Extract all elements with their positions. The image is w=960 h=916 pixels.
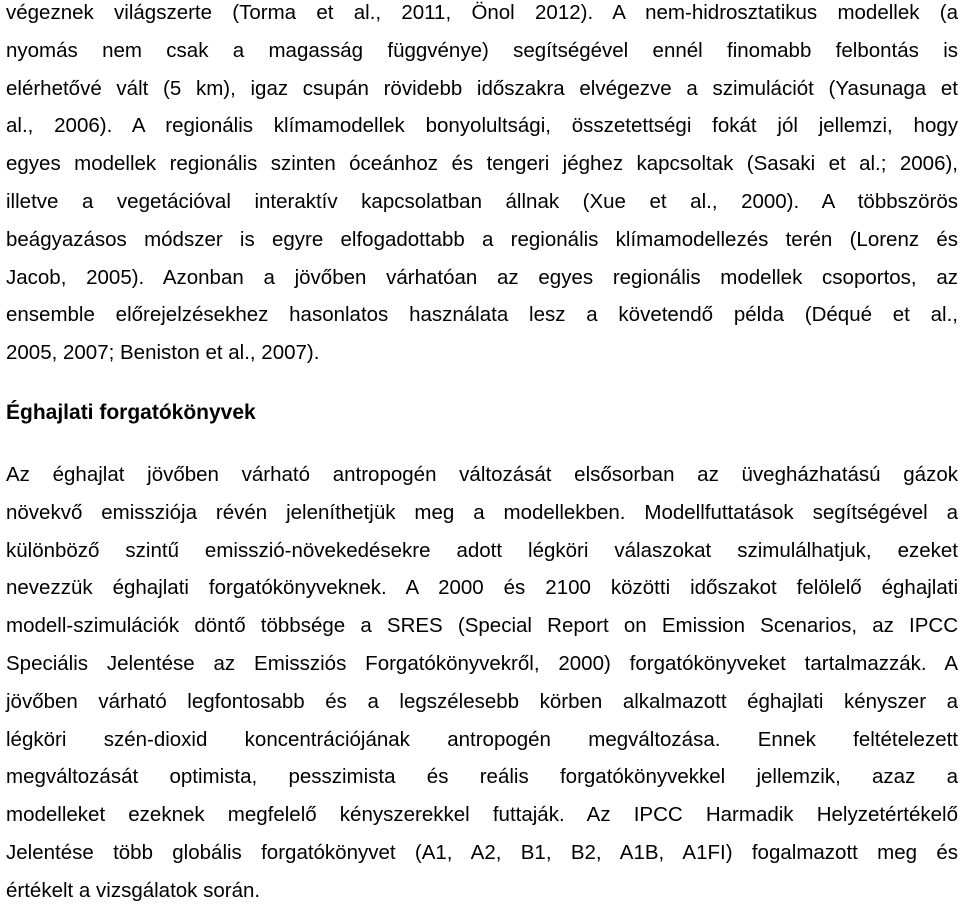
body-paragraph-2 [6, 456, 958, 910]
text-line: modell-szimulációk döntő többsége a SRES (Special Report on Emission Scenarios, az IPCC [6, 614, 958, 638]
text-line: Az éghajlat jövőben várható antropogén változását elsősorban az üvegházhatású gázok [6, 462, 958, 486]
text-line: végeznek világszerte (Torma et al., 2011, Önol 2012). A nem-hidrosztatikus modellek (a [6, 1, 958, 24]
text-line: egyes modellek regionális szinten óceánhoz és tengeri jéghez kapcsoltak (Sasaki et al.; 2006), [6, 152, 958, 176]
text-line: Jelentése több globális forgatókönyvet (A1, A2, B1, B2, A1B, A1FI) fogalmazott meg és [6, 840, 958, 864]
text-line: különböző szintű emisszió-növekedésekre adott légköri válaszokat szimulálhatjuk, ezeket [6, 538, 958, 562]
text-line: modelleket ezeknek megfelelő kényszerekkel futtaják. Az IPCC Harmadik Helyzetértékelő [6, 803, 958, 827]
text-line: jövőben várható legfontosabb és a legszélesebb körben alkalmazott éghajlati kényszer a [6, 689, 958, 713]
body-paragraph-1 [6, 0, 958, 372]
document-page [6, 0, 958, 910]
text-line: nyomás nem csak a magasság függvénye) segítségével ennél finomabb felbontás is [6, 38, 958, 62]
text-line: megváltozását optimista, pesszimista és reális forgatókönyvekkel jellemzik, azaz a [6, 765, 958, 789]
text-line: elérhetővé vált (5 km), igaz csupán rövidebb időszakra elvégezve a szimulációt (Yasunaga et [6, 76, 958, 100]
text-line: 2005, 2007; Beniston et al., 2007). [6, 341, 320, 365]
text-line: illetve a vegetációval interaktív kapcsolatban állnak (Xue et al., 2000). A többszörös [6, 189, 958, 213]
text-line: nevezzük éghajlati forgatókönyveknek. A 2000 és 2100 közötti időszakot felölelő éghajlati [6, 576, 958, 600]
text-line: ensemble előrejelzésekhez hasonlatos használata lesz a követendő példa (Déqué et al., [6, 303, 958, 327]
text-line: beágyazásos módszer is egyre elfogadottabb a regionális klímamodellezés terén (Lorenz és [6, 227, 958, 251]
text-line: Jacob, 2005). Azonban a jövőben várhatóan az egyes regionális modellek csoportos, az [6, 265, 958, 289]
text-line: Speciális Jelentése az Emissziós Forgatókönyvekről, 2000) forgatókönyveket tartalmazzák. A [6, 651, 958, 675]
text-line: légköri szén-dioxid koncentrációjának antropogén megváltozása. Ennek feltételezett [6, 727, 958, 751]
text-line: al., 2006). A regionális klímamodellek bonyolultsági, összetettségi fokát jól jellemzi, hogy [6, 114, 958, 138]
section-heading: Éghajlati forgatókönyvek [6, 400, 256, 424]
text-line: értékelt a vizsgálatok során. [6, 878, 261, 902]
text-line: növekvő emissziója révén jeleníthetjük meg a modellekben. Modellfuttatások segítségével a [6, 500, 958, 524]
